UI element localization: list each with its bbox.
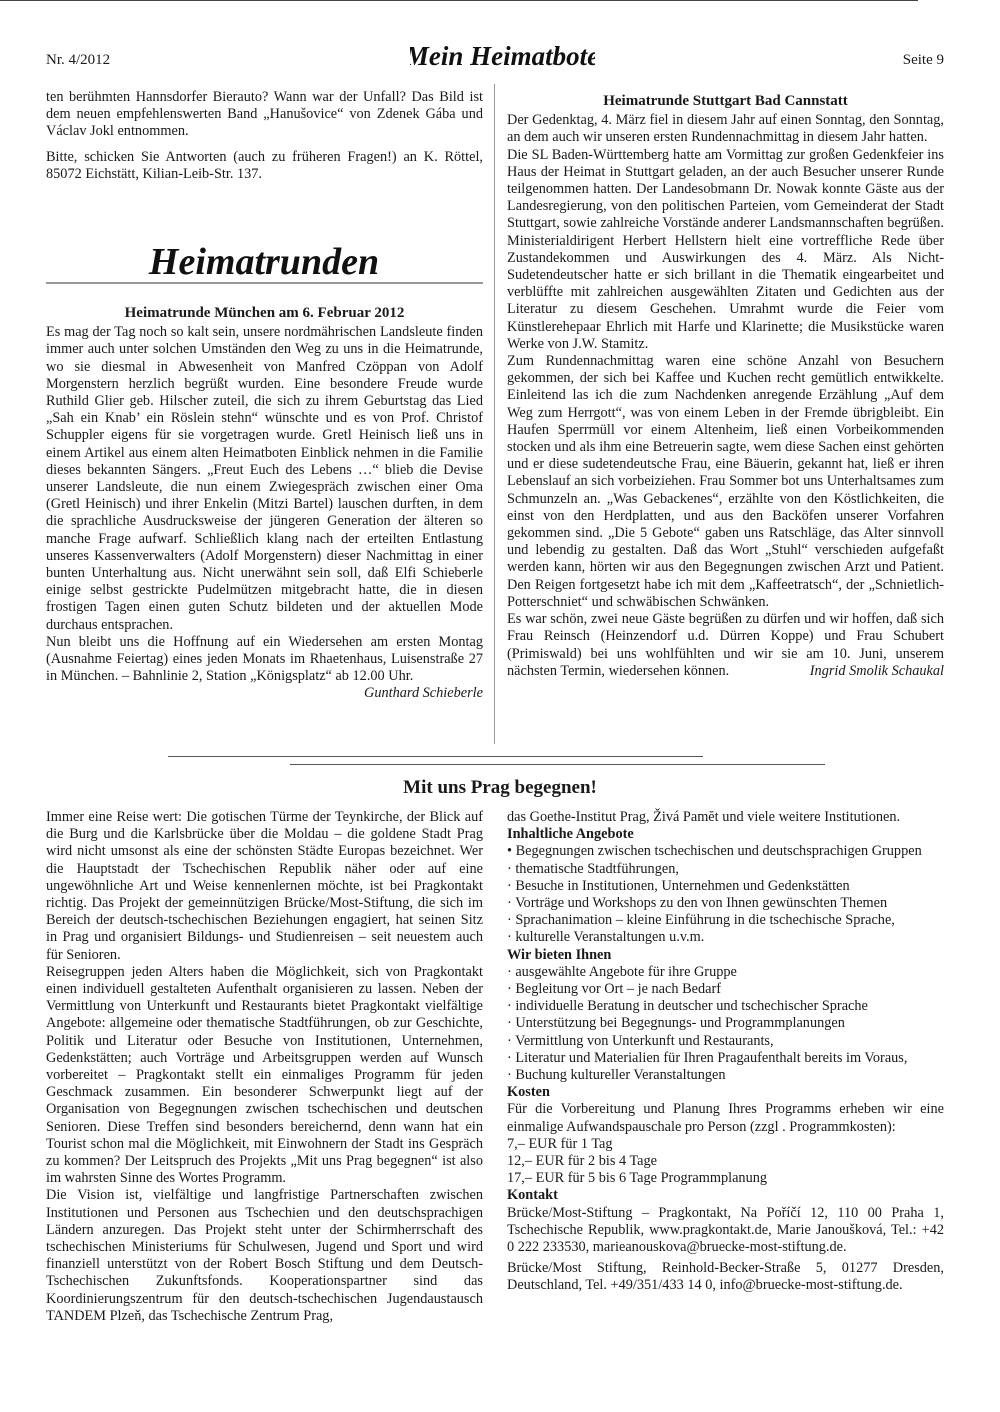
- list-item: · Literatur und Materialien für Ihren Pragaufenthalt bereits im Voraus,: [507, 1049, 908, 1066]
- article-paragraph: Zum Rundennachmittag waren eine schöne Anzahl von Besuchern gekommen, der sich bei Kaffee und Kuchen recht gemütlich entwikkelte. Einleitend las ich die zum Nachdenken anregende Erzählung „Auf dem Weg zum Herrgott“, was von einem Leben in der Fremde übrigbleibt. Ein Haufen Sperrmüll vor einem Altenheim, ließ einen Vorbeikommenden stocken und als ihm eine Betreuerin sagte, wem diese Sachen einst gehörten und er diese sudetendeutsche Frau, eine Bäuerin, gekannt hat, ließ er ihren Lebenslauf an sich vorbeiziehen. Frau Sommer bot uns Unterhaltsames zum Schmunzeln an. „Was Gebackenes“, erzählte von den Köstlichkeiten, die einst von den Herdplatten, und aus den Backöfen unserer Vorfahren gekommen sind. „Die 5 Gebote“ gaben uns Ratschläge, das Alter sinnvoll und lebendig zu gestalten. Daß das Wort „Stuhl“ verschieden aufgefaßt werden kann, hörten wir aus den Begegnungen zwischen Arzt und Patient. Den Reigen fortgesetzt habe ich mit dem „Kaffeetratsch“, der „Schnietlich-Potterschniet“ und schwäbischen Schwänken.: [507, 353, 944, 610]
- subheading-kontakt: Kontakt: [507, 1187, 558, 1204]
- list-item: · Vermittlung von Unterkunft und Restaurants,: [507, 1032, 774, 1049]
- list-item: · thematische Stadtführungen,: [507, 860, 679, 877]
- article-signature: Ingrid Smolik Schaukal: [809, 662, 944, 679]
- list-item: · kulturelle Veranstaltungen u.v.m.: [507, 929, 705, 946]
- article-title: Heimatrunde Stuttgart Bad Cannstatt: [603, 93, 848, 109]
- section-title-heimatrunden: [46, 238, 483, 288]
- list-item: · ausgewählte Angebote für ihre Gruppe: [507, 963, 737, 980]
- article-stuttgart: [507, 93, 944, 680]
- article-title-prag: Mit uns Prag begegnen!: [403, 777, 597, 798]
- subheading-angebote: Inhaltliche Angebote: [507, 826, 634, 843]
- header-rule: [0, 0, 918, 1]
- list-item: · Besuche in Institutionen, Unternehmen und Gedenkstätten: [507, 877, 850, 894]
- price-item: 12,– EUR für 2 bis 4 Tage: [507, 1153, 658, 1170]
- list-item: · individuelle Beratung in deutscher und tschechischer Sprache: [507, 998, 868, 1015]
- price-item: 17,– EUR für 5 bis 6 Tage Programmplanung: [507, 1170, 768, 1187]
- article-title: Heimatrunde München am 6. Februar 2012: [124, 305, 405, 321]
- article-paragraph: Die SL Baden-Württemberg hatte am Vormittag zur großen Gedenkfeier ins Haus der Heimat in Stuttgart geladen, an der auch Besucher unserer Runde teilgenommen hatten. Der Landesobmann Dr. Nowak konnte Gäste aus der Landesregierung, von den politischen Parteien, vom Gemeinderat der Stadt Stuttgart, sowie zahlreiche Vorstände anderer Landsmannschaften begrüßen. Ministerialdirigent Herbert Hellstern hielt eine vortreffliche Rede über Zustandekommen und Auswirkungen des 4. März. Als Nicht-Sudetendeutscher hatte er sich brillant in die Thematik eingearbeitet und verblüffte mit zahlreichen ausgewählten Zitaten und Gedichten aus der Literatur zu diesem Geschehen. Umrahmt wurde die Feier vom Künstlerehepaar Ehrlich mit Harfe und Klarinette; die Musikstücke waren Werke von J.W. Stamitz.: [507, 146, 944, 352]
- issue-number: Nr. 4/2012: [46, 52, 111, 68]
- price-item: 7,– EUR für 1 Tag: [507, 1135, 613, 1152]
- list-item: · Unterstützung bei Begegnungs- und Programmplanungen: [507, 1015, 845, 1032]
- prag-left-column: [46, 809, 483, 1325]
- kosten-intro: Für die Vorbereitung und Planung Ihres Programms erheben wir eine einmalige Aufwandspauschale pro Person (zzgl . Programmkosten):: [507, 1101, 944, 1135]
- article-paragraph: Die Vision ist, vielfältige und langfristige Partnerschaften zwischen Institutionen und Personen aus Tschechien und den deutschsprachigen Ländern anzuregen. Das Projekt steht unter der Schirmherrschaft des tschechischen Ministeriums für Schulwesen, Jugend und Sport und wird finanziell unterstützt von der Robert Bosch Stiftung und dem Deutsch-Tschechischen Zukunftsfonds. Kooperationspartner sind das Koordinierungszentrum für den deutsch-tschechischen Jugendaustausch TANDEM Plzeň, das Tschechische Zentrum Prag,: [46, 1187, 483, 1324]
- contact-dresden: Brücke/Most Stiftung, Reinhold-Becker-Straße 5, 01277 Dresden, Deutschland, Tel. +49/351/433 14 0, info@bruecke-most-stiftung.de.: [507, 1260, 944, 1294]
- article-paragraph: Reisegruppen jeden Alters haben die Möglichkeit, sich von Pragkontakt einen individuell gestalteten Aufenthalt organisieren zu lassen. Neben der Vermittlung von Unterkunft und Restaurants bietet Pragkontakt vielfältige Angebote: allgemeine oder thematische Stadtführungen, ob zur Geschichte, Politik und Literatur oder Besuche von Institutionen, Unternehmen, Gedenkstätten; auch Vorträge und Arbeitsgruppen werden auf Wunsch vorbereitet – Pragkontakt stellt ein einmaliges Programm für jeden Geschmack zusammen. Ein besonderer Schwerpunkt liegt auf der Organisation von Begegnungen zwischen tschechischen und deutschen Senioren. Diese Treffen sind besonders bereichernd, denn wann hat ein Tourist schon mal die Möglichkeit, mit Einwohnern der Stadt ins Gespräch zu kommen? Der Leitspruch des Projekts „Mit uns Prag begegnen“ ist also im wahrsten Sinne des Wortes Programm.: [46, 963, 483, 1187]
- list-item: • Begegnungen zwischen tschechischen und deutschsprachigen Gruppen: [507, 843, 922, 860]
- subheading-bieten: Wir bieten Ihnen: [507, 946, 612, 963]
- list-item: · Buchung kultureller Veranstaltungen: [507, 1067, 726, 1084]
- article-paragraph: Immer eine Reise wert: Die gotischen Türme der Teynkirche, der Blick auf die Burg und die Karlsbrücke über die Moldau – die goldene Stadt Prag wird nicht umsonst als eine der schönsten Städte Europas bezeichnet. Wer die Hauptstadt der Tschechischen Republik näher oder auf eine ungewöhnliche Art und Weise kennenlernen möchte, ist bei Pragkontakt richtig. Das Projekt der gemeinnützigen Brücke/Most-Stiftung, die sich im Bereich der deutsch-tschechischen Beziehungen engagiert, hat seinen Sitz in Prag und organisiert Bildungs- und Studienreisen – seit neuestem auch für Senioren.: [46, 809, 483, 963]
- article-paragraph: Es war schön, zwei neue Gäste begrüßen zu dürfen und wir hoffen, daß sich Frau Reinsch (Heinzendorf u.d. Dürren Koppe) und Frau Schubert (Primiswald) bei uns wohlfühlten und wir sie am 10. Juni, unserem nächsten Termin, wiedersehen können. Ingrid Smolik Schaukal: [507, 611, 944, 679]
- page-number: Seite 9: [902, 52, 944, 68]
- prag-right-column: [507, 809, 944, 1295]
- separator-rule: [290, 764, 825, 765]
- list-item: · Begleitung vor Ort – je nach Bedarf: [507, 981, 721, 998]
- masthead-logo: [410, 36, 595, 76]
- quiz-address: Bitte, schicken Sie Antworten (auch zu früheren Fragen!) an K. Röttel, 85072 Eichstätt, Kilian-Leib-Str. 137.: [46, 148, 483, 182]
- left-top-text: [46, 89, 483, 183]
- article-signature: Gunthard Schieberle: [364, 685, 483, 702]
- article-paragraph: Es mag der Tag noch so kalt sein, unsere nordmährischen Landsleute finden immer auch unter solchen Umständen den Weg zu uns in die Heimatrunde, wo sie diesmal in Abwesenheit von Manfred Czöppan von Adolf Morgenstern herzlich begrüßt wurden. Eine besondere Freude wurde Ruthild Glier geb. Hilscher zuteil, die sich zu ihrem Geburtstag das Lied „Sah ein Knab’ ein Röslein stehn“ wünschte und es von Prof. Christof Schuppler eigens für sie vorgetragen wurde. Gretl Heinisch ließ uns in einem Artikel aus einem alten Heimatboten Einblick nehmen in die Familie dieses bekannten Sängers. „Freut Euch des Lebens …“ blieb die Devise unserer Landsleute, die nun einem Zwiegespräch zwischen einer Oma (Gretl Heinisch) und ihrer Enkelin (Mitzi Bartel) lauschen durften, in dem die sprachliche Ausdrucksweise der jüngeren Generation der älteren so manche Frage aufwarf. Schließlich klang nach der erteilten Entlastung unseres Kassenverwalters (Adolf Morgenstern) dieser Nachmittag in einer bunten Unterhaltung aus. Nicht unerwähnt sein soll, daß Elfi Schieberle einige selbst gestrickte Pudelmützen mitgebracht hatte, die in diesen frostigen Tagen einen guten Schutz bildeten und der aktuellen Mode durchaus entsprachen.: [46, 324, 483, 633]
- article-paragraph: Nun bleibt uns die Hoffnung auf ein Wiedersehen am ersten Montag (Ausnahme Feiertag) eines jeden Monats im Rhaetenhaus, Luisenstraße 27 in München. – Bahnlinie 2, Station „Königsplatz“ ab 12.00 Uhr. Gunthard Schieberle: [46, 633, 483, 702]
- column-divider: [494, 84, 495, 744]
- quiz-paragraph: ten berühmten Hannsdorfer Bierauto? Wann war der Unfall? Das Bild ist dem neuen empfehlenswerten Band „Hanušovice“ von Zdenek Gába und Václav Jokl entnommen.: [46, 89, 483, 140]
- list-item: · Sprachanimation – kleine Einführung in die tschechische Sprache,: [507, 912, 895, 929]
- contact-prague: Brücke/Most-Stiftung – Pragkontakt, Na Poříčí 12, 110 00 Praha 1, Tschechische Republik, www.pragkontakt.de, Marie Janoušková, Tel.: +42 0 222 233530, marieanouskova@bruecke-most-stiftung.de.: [507, 1204, 944, 1256]
- article-paragraph: Der Gedenktag, 4. März fiel in diesem Jahr auf einen Sonntag, den Sonntag, an dem auch wir unseren ersten Rundennachmittag in diesem Jahr hatten.: [507, 112, 944, 146]
- article-paragraph: das Goethe-Institut Prag, Živá Pamĕt und viele weitere Institutionen.: [507, 809, 901, 825]
- article-muenchen: [46, 305, 483, 703]
- separator-rule: [168, 756, 703, 757]
- svg-text:Heimatrunden: Heimatrunden: [148, 241, 380, 283]
- masthead-text: Mein Heimatbote: [410, 41, 595, 71]
- subheading-kosten: Kosten: [507, 1084, 550, 1101]
- list-item: · Vorträge und Workshops zu den von Ihnen gewünschten Themen: [507, 895, 888, 912]
